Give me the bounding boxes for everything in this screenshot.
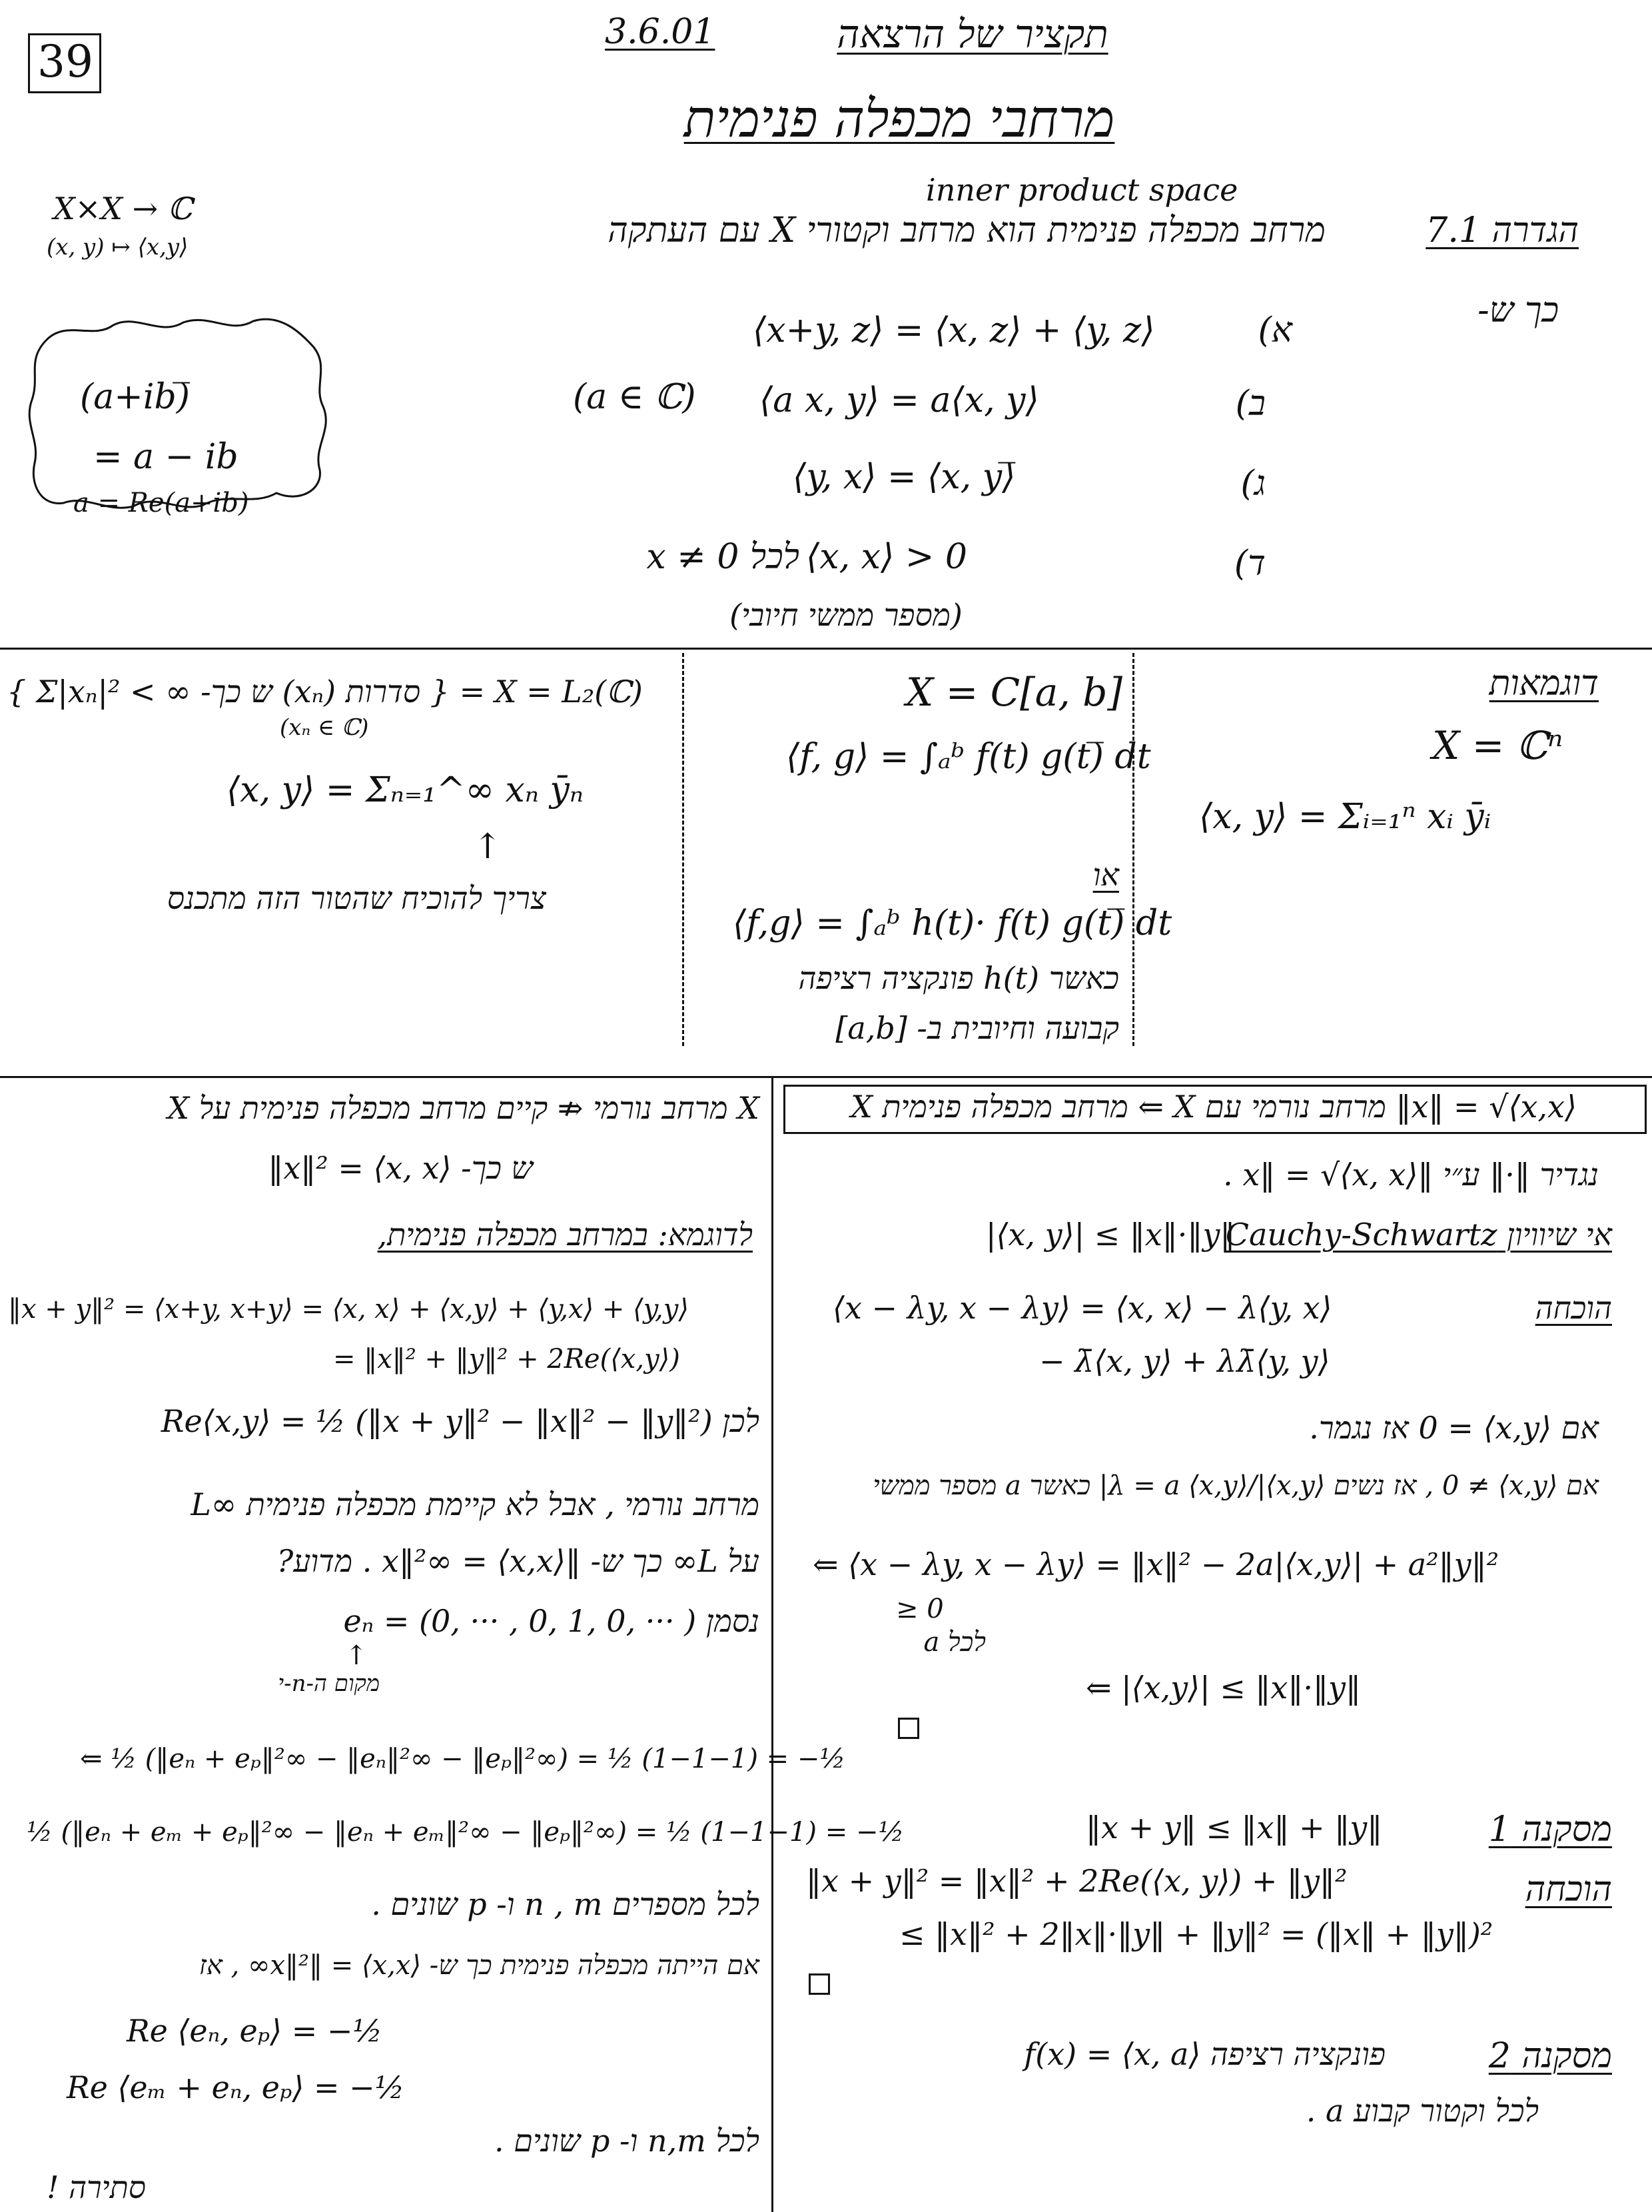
mapping-pair: (x, y) ↦ ⟨x,y⟩ (47, 234, 189, 261)
corollary-1-formula: ‖x + y‖ ≤ ‖x‖ + ‖y‖ (1086, 1810, 1383, 1846)
left-line-13: לכל n,m ו- p שונים . (494, 2123, 759, 2159)
conjugate-line-1: (a+ib)̅ (80, 377, 191, 417)
definition-text: מרחב מכפלה פנימית הוא מרחב וקטורי X עם העתקה (608, 211, 1326, 251)
positive-note: (מספר ממשי חיובי) (729, 597, 963, 633)
proof-line-5: ⇐ ⟨x − λy, x − λy⟩ = ‖x‖² − 2a|⟨x,y⟩| + a²‖y‖² (813, 1546, 1499, 1582)
left-line-14: סתירה ! (47, 2169, 146, 2205)
proof-line-2: − λ̄⟨x, y⟩ + λλ̄⟨y, y⟩ (1039, 1343, 1330, 1379)
axiom-d-formula: ⟨x, x⟩ > 0 (806, 537, 967, 577)
proof-line-5b: ≥ 0 (896, 1594, 944, 1624)
axiom-d-cond: לכל 0 ≠ x (646, 537, 799, 577)
conjugate-line-2: = a − ib (93, 437, 238, 477)
left-line-7: ⇐ ½ (‖eₙ + eₚ‖²∞ − ‖eₙ‖²∞ − ‖eₚ‖²∞) = ½ (1−1−1) = −½ (80, 1744, 846, 1774)
page-title: מרחבי מכפלה פנימית (683, 89, 1115, 149)
cn-formula: ⟨x, y⟩ = Σᵢ₌₁ⁿ xᵢ ȳᵢ (1199, 797, 1491, 837)
left-example-label: לדוגמא: במרחב מכפלה פנימית, (377, 1217, 753, 1253)
corollary-1-label: מסקנה 1 (1488, 1810, 1612, 1850)
summary-label: תקציר של הרצאה (837, 11, 1108, 57)
proof-line-5c: לכל a (923, 1627, 986, 1658)
such-that: כך ש- (1477, 290, 1559, 330)
left-line-1: ‖x + y‖² = ⟨x+y, x+y⟩ = ⟨x, x⟩ + ⟨x,y⟩ + ⟨y,x⟩ + ⟨y,y⟩ (8, 1294, 689, 1325)
corollary-2-label: מסקנה 2 (1488, 2036, 1612, 2076)
axiom-c-formula: ⟨y, x⟩ = ⟨x, y⟩̅ (793, 457, 1016, 497)
axiom-b-label: ב) (1235, 384, 1266, 424)
cs-qed (898, 1718, 919, 1739)
corollary-1-line-1: ‖x + y‖² = ‖x‖² + 2Re(⟨x, y⟩) + ‖y‖² (806, 1863, 1348, 1899)
left-line-10: אם הייתה מכפלה פנימית כך ש- ⟨x,x⟩ = ‖x‖²∞ , אז (199, 1950, 759, 1981)
left-line-4: L∞ מרחב נורמי , אבל לא קיימת מכפלה פנימית (191, 1486, 759, 1522)
main-theorem: X מרחב מכפלה פנימית ⇐ X מרחב נורמי עם ‖x‖ = √⟨x,x⟩ (851, 1089, 1577, 1125)
examples-divider-1 (682, 653, 684, 1046)
norm-definition: נגדיר ‖·‖ ע״י ‖x‖ = √⟨x, x⟩ . (1223, 1157, 1599, 1193)
corollary-1-qed (809, 1973, 830, 1995)
mapping: X×X → ℂ (53, 191, 193, 227)
cn-space: X = ℂⁿ (1432, 723, 1563, 768)
cab-or-label: או (1092, 857, 1119, 893)
cab-formula: ⟨f, g⟩ = ∫ₐᵇ f(t) g(t)̅ dt (786, 737, 1151, 777)
definition-label: הגדרה 7.1 (1426, 211, 1579, 251)
proof-line-3: אם ⟨x,y⟩ = 0 אז נגמר. (1309, 1410, 1599, 1446)
axiom-b-formula: ⟨a x, y⟩ = a⟨x, y⟩ (759, 380, 1039, 420)
l2-note: צריך להוכיח שהטור הזה מתכנס (167, 880, 546, 916)
examples-top-rule (0, 648, 1652, 650)
corollary-1-line-2: ≤ ‖x‖² + 2‖x‖·‖y‖ + ‖y‖² = (‖x‖ + ‖y‖)² (899, 1916, 1493, 1952)
examples-divider-2 (1132, 653, 1134, 1046)
conjugate-line-3: a = Re(a+ib) (73, 488, 249, 518)
corollary-2-formula: f(x) = ⟨x, a⟩ פונקציה רציפה (1024, 2036, 1386, 2072)
cs-label: אי שיוויון Cauchy-Schwartz (1225, 1217, 1612, 1253)
left-line-6-note: מקום ה-n-י (278, 1670, 380, 1697)
cab-weighted-formula: ⟨f,g⟩ = ∫ₐᵇ h(t)· f(t) g(t)̅ dt (733, 903, 1172, 943)
page-number: 39 (37, 36, 93, 87)
l2-arrow: ↑ (473, 827, 502, 867)
proof-label: הוכחה (1535, 1290, 1612, 1326)
left-line-2: = ‖x‖² + ‖y‖² + 2Re(⟨x,y⟩) (333, 1344, 680, 1375)
cs-formula: |⟨x, y⟩| ≤ ‖x‖·‖y‖ (986, 1217, 1236, 1253)
left-line-8: ½ (‖eₙ + eₘ + eₚ‖²∞ − ‖eₙ + eₘ‖²∞ − ‖eₚ‖²∞) = ½ (1−1−1) = −½ (27, 1817, 905, 1848)
cab-where-1: כאשר h(t) פונקציה רציפה (798, 960, 1119, 996)
left-line-11: Re ⟨eₙ, eₚ⟩ = −½ (127, 2013, 383, 2049)
proof-line-6: ⇐ |⟨x,y⟩| ≤ ‖x‖·‖y‖ (1086, 1670, 1361, 1706)
left-line-12: Re ⟨eₘ + eₙ, eₚ⟩ = −½ (67, 2069, 405, 2105)
left-line-6-arrow: ↑ (345, 1640, 368, 1671)
axiom-b-cond: (a ∈ ℂ) (573, 377, 696, 417)
left-line-9: לכל מספרים n , m ו- p שונים . (371, 1886, 759, 1922)
l2-space: { Σ|xₙ|² < ∞ -ש כך (xₙ) סדרות } = X = L₂(ℂ) (7, 674, 643, 710)
left-head: X מרחב נורמי ⇏ קיים מרחב מכפלה פנימית על X (167, 1090, 759, 1126)
axiom-a-formula: ⟨x+y, z⟩ = ⟨x, z⟩ + ⟨y, z⟩ (753, 310, 1155, 350)
english-term: inner product space (926, 172, 1238, 208)
lecture-date: 3.6.01 (605, 12, 715, 52)
l2-formula: ⟨x, y⟩ = Σₙ₌₁^∞ xₙ ȳₙ (226, 770, 584, 810)
column-divider (771, 1076, 773, 2212)
left-line-6: נסמן eₙ = (0, ··· , 0, 1, 0, ··· ) (343, 1603, 759, 1639)
axiom-d-label: ד) (1234, 544, 1266, 584)
axiom-a-label: א) (1258, 310, 1292, 350)
corollary-1-proof-label: הוכחה (1525, 1870, 1612, 1910)
proof-line-1: ⟨x − λy, x − λy⟩ = ⟨x, x⟩ − λ⟨y, x⟩ (833, 1290, 1332, 1326)
l2-sub: (xₙ ∈ ℂ) (280, 714, 369, 741)
axiom-c-label: ג) (1240, 464, 1266, 504)
corollary-2-line-2: לכל וקטור קבוע a . (1306, 2093, 1539, 2129)
cab-space: X = C[a, b] (906, 670, 1122, 715)
cab-where-2: קבועה וחיובית ב- [a,b] (835, 1010, 1119, 1046)
lower-section-rule (0, 1076, 1652, 1078)
left-line-5: על L∞ כך ש- ‖x‖²∞ = ⟨x,x⟩ . מדוע? (276, 1543, 759, 1579)
proof-line-4: אם ⟨x,y⟩ ≠ 0 , אז נשים λ = a ⟨x,y⟩/|⟨x,y⟩| כאשר a מספר ממשי (873, 1470, 1599, 1501)
left-line-3: לכן Re⟨x,y⟩ = ½ (‖x + y‖² − ‖x‖² − ‖y‖²) (161, 1403, 759, 1439)
examples-label: דוגמאות (1489, 664, 1599, 704)
left-head-2: ‖x‖² = ⟨x, x⟩ -ש כך (268, 1150, 533, 1186)
